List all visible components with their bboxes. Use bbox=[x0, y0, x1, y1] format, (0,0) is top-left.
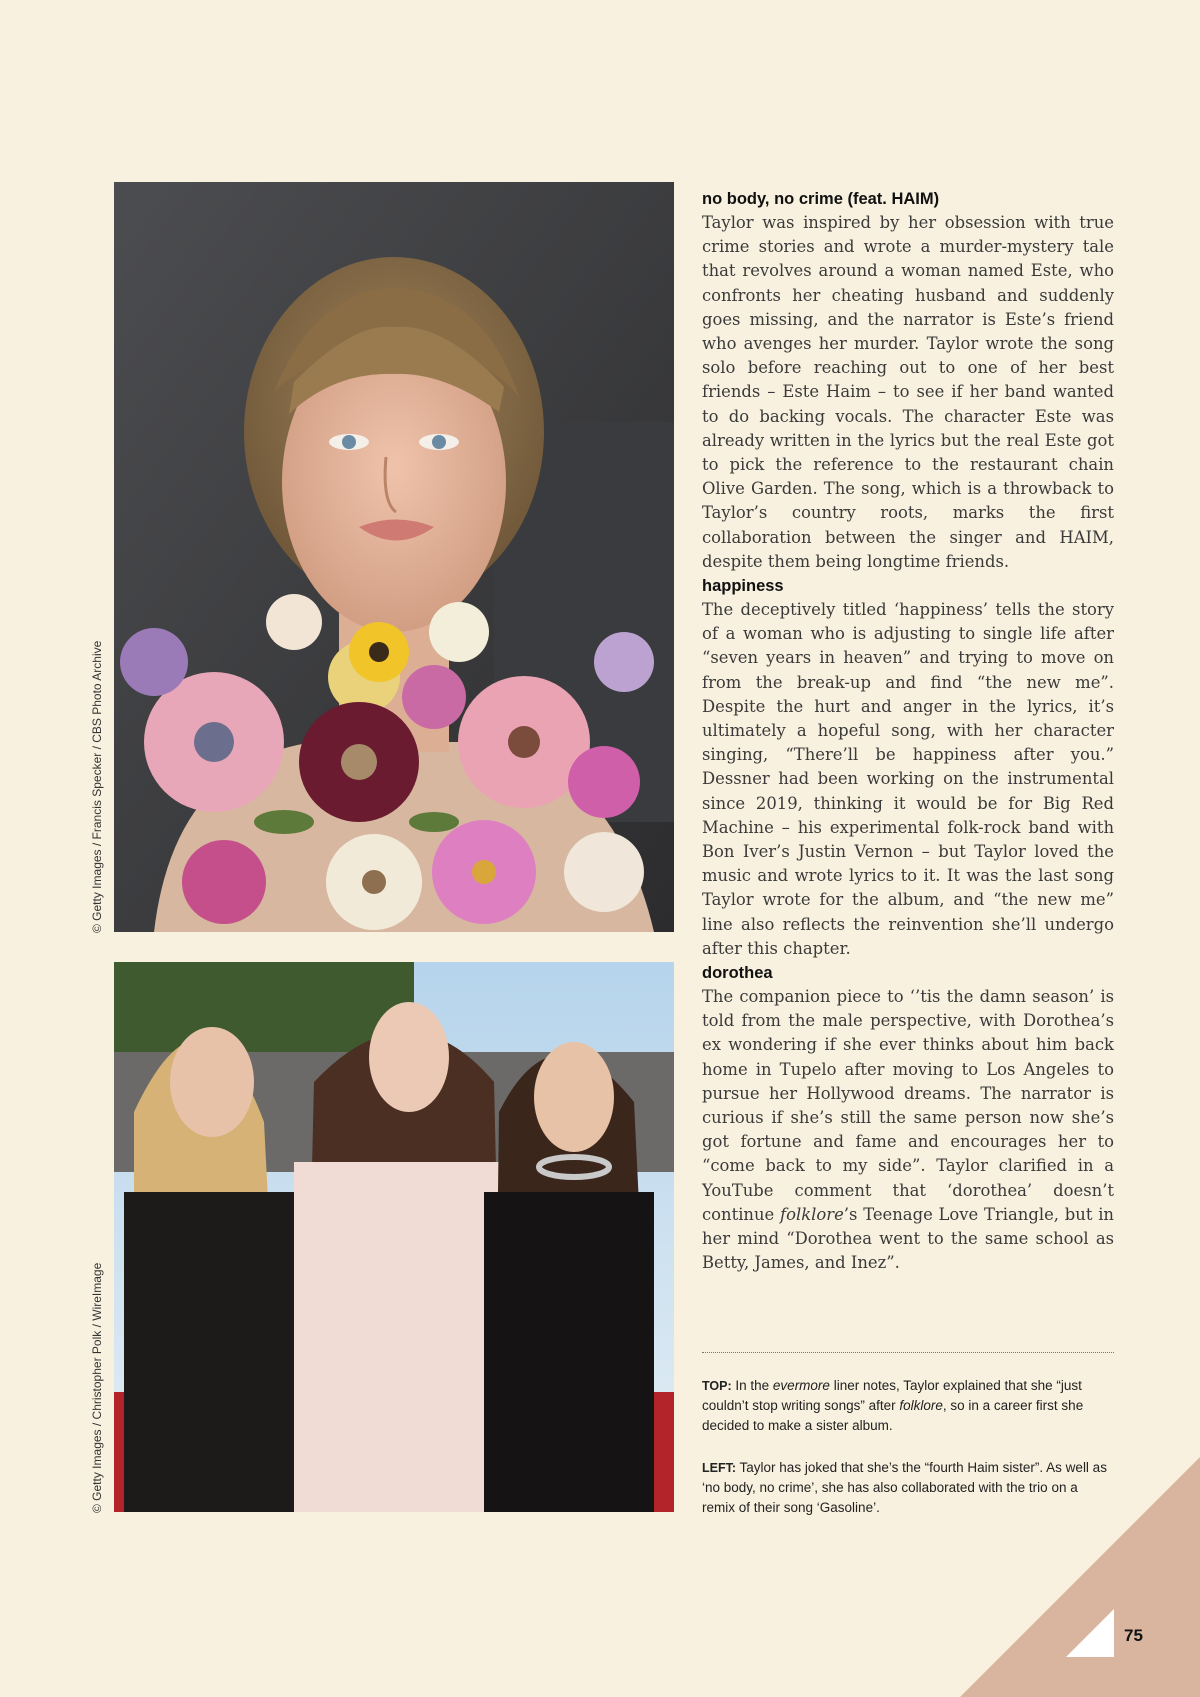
body-text: The companion piece to ‘’tis the damn season’ is told from the male perspective, with Dorothea’s ex wondering if she ever thinks about him back home in Tupelo after moving to Los Angeles to pursue her Hollywood dreams. The narrator is curious if she’s still the same person now she’s got fortune and fame and encourages her to “come back to my side”. Taylor clarified in a YouTube comment that ‘dorothea’ doesn’t continue bbox=[702, 987, 1114, 1224]
section-happiness bbox=[702, 577, 1114, 961]
corner-accent-shape bbox=[960, 1457, 1200, 1697]
group-photo-haim bbox=[114, 962, 674, 1512]
caption-label: LEFT: bbox=[702, 1461, 737, 1475]
section-no-body-no-crime bbox=[702, 190, 1114, 574]
photo-credit-top: © Getty Images / Francis Specker / CBS Photo Archive bbox=[90, 640, 104, 933]
section-heading: no body, no crime (feat. HAIM) bbox=[702, 190, 940, 208]
section-body: The deceptively titled ‘happiness’ tells the story of a woman who is adjusting to single life after “seven years in heaven” and trying to move on from the break-up and find “the new me”. Despite the hurt and anger in the lyrics, it’s ultimately a hopeful song, with her character singing, “There’ll be happiness after you.” Dessner had been working on the instrumental since 2019, thinking it would be for Big Red Machine – his experimental folk-rock band with Bon Iver’s Justin Vernon – but Taylor loved the music and wrote lyrics to it. It was the last song Taylor wrote for the album, and “the new me” line also reflects the reinvention she’ll undergo after this chapter. bbox=[702, 600, 1114, 958]
section-body: Taylor was inspired by her obsession with true crime stories and wrote a murder-mystery tale that revolves around a woman named Este, who confronts her cheating husband and suddenly goes missing, and the narrator is Este’s friend who avenges her murder. Taylor wrote the song solo before reaching out to one of her best friends – Este Haim – to see if her band wanted to do backing vocals. The character Este was already written in the lyrics but the real Este got to pick the reference to the restaurant chain Olive Garden. The song, which is a throwback to Taylor’s country roots, marks the first collaboration between the singer and HAIM, despite them being longtime friends. bbox=[702, 213, 1114, 571]
section-dorothea bbox=[702, 964, 1114, 1275]
corner-accent-triangle bbox=[960, 1457, 1200, 1697]
body-text: ’s Teenage Love Triangle, but in her mind “Dorothea went to the same school as Betty, James, and Inez”. bbox=[702, 1204, 1114, 1273]
section-body bbox=[702, 985, 1114, 1275]
caption-divider bbox=[702, 1352, 1114, 1353]
section-heading: happiness bbox=[702, 577, 784, 595]
section-heading: dorothea bbox=[702, 964, 773, 982]
caption-label: TOP: bbox=[702, 1379, 732, 1393]
photo-credit-bottom: © Getty Images / Christopher Polk / WireImage bbox=[90, 1262, 104, 1513]
caption-top: TOP: In the evermore liner notes, Taylor explained that she “just couldn’t stop writing songs” after folklore, so in a career first she decided to make a sister album. bbox=[702, 1378, 1084, 1433]
album-title-italic: folklore bbox=[780, 1204, 844, 1224]
page-number: 75 bbox=[1124, 1626, 1143, 1645]
caption-left: LEFT: Taylor has joked that she’s the “fourth Haim sister”. As well as ‘no body, no crime’, she has also collaborated with the trio on a remix of their song ‘Gasoline’. bbox=[702, 1460, 1107, 1515]
portrait-photo-floral-dress bbox=[114, 182, 674, 932]
